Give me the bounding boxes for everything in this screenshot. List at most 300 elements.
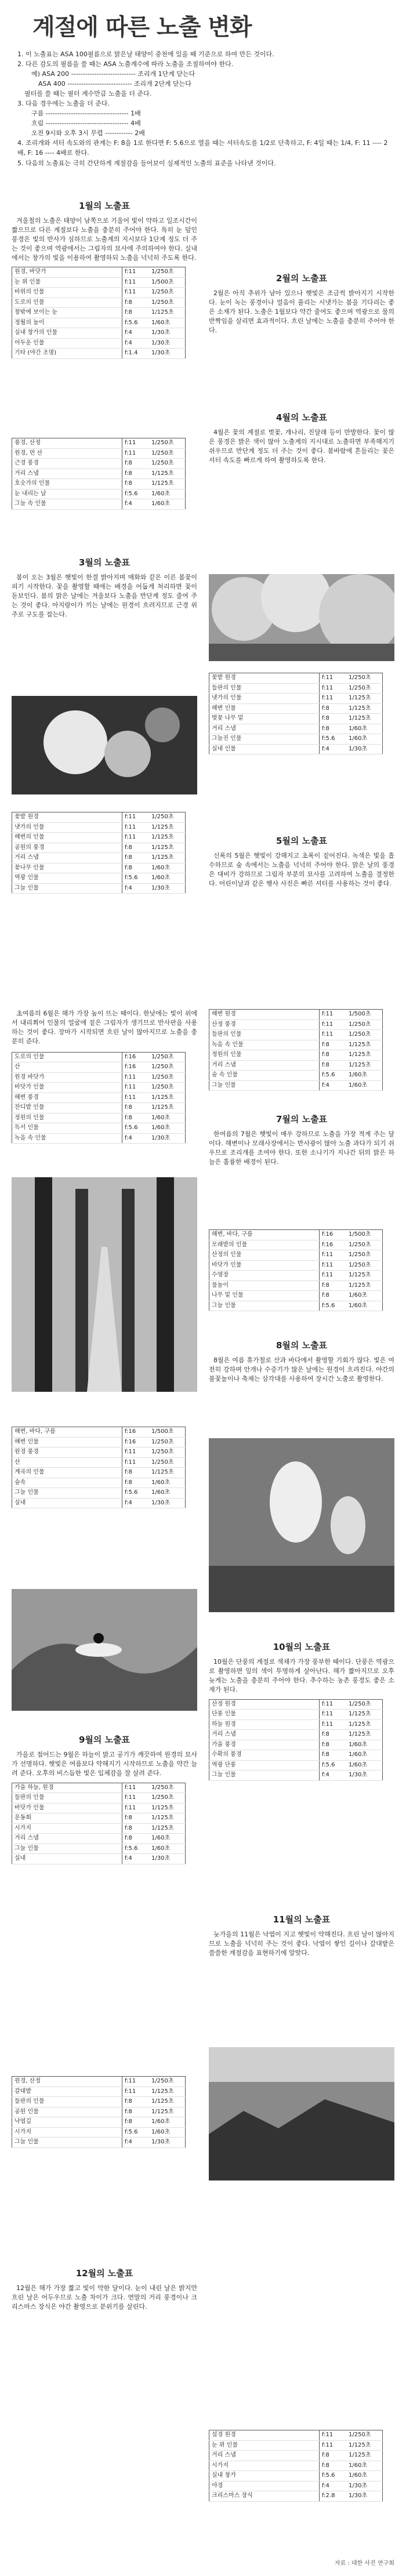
shutter-cell: 1/125초 [149, 853, 186, 863]
aperture-cell: f:11 [122, 1793, 150, 1804]
shutter-cell: 1/125초 [149, 833, 186, 843]
shutter-cell: 1/250초 [149, 288, 186, 298]
exposure-row [12, 338, 186, 349]
exposure-row [12, 1803, 186, 1813]
exposure-row [12, 2117, 186, 2128]
exposure-row [209, 1760, 383, 1770]
exposure-row [12, 1083, 186, 1093]
month-11-table-block [12, 2076, 197, 2148]
exposure-rows [12, 1427, 186, 1508]
aperture-cell: f:11 [122, 1803, 150, 1813]
subject-cell: 들판의 인물 [12, 1793, 122, 1804]
exposure-row [12, 277, 186, 288]
shutter-cell: 1/125초 [346, 714, 383, 724]
month-heading: 7월의 노출표 [276, 1114, 328, 1124]
shutter-cell: 1/125초 [149, 1103, 186, 1113]
shutter-cell: 1/30초 [149, 1133, 186, 1144]
subject-cell: 해변의 인물 [12, 833, 122, 843]
shutter-cell: 1/250초 [149, 1083, 186, 1093]
exposure-row [209, 683, 383, 694]
shutter-cell: 1/250초 [346, 1019, 383, 1030]
aperture-cell: f:16 [122, 1427, 150, 1438]
shutter-cell: 1/250초 [346, 1250, 383, 1261]
month-10-section [209, 1641, 394, 1781]
subject-cell: 해변 인물 [209, 703, 320, 714]
subject-cell: 원경, 바닷가 [12, 267, 122, 278]
exposure-row [12, 288, 186, 298]
aperture-cell: f:11 [122, 1447, 150, 1458]
subject-cell: 들판의 인물 [209, 1030, 320, 1040]
aperture-cell: f:8 [320, 1730, 347, 1740]
exposure-row [12, 2138, 186, 2148]
shutter-cell: 1/125초 [346, 1280, 383, 1291]
aperture-cell: f:11 [122, 267, 150, 278]
exposure-row [12, 1093, 186, 1103]
subject-cell: 그늘 인물 [209, 1770, 320, 1781]
subject-cell: 잔디밭 인물 [12, 1103, 122, 1113]
aperture-cell: f:8 [122, 469, 150, 479]
shutter-cell: 1/125초 [149, 1468, 186, 1478]
exposure-row [209, 1071, 383, 1081]
aperture-cell: f:11 [320, 1250, 347, 1261]
shutter-cell: 1/30초 [346, 2481, 383, 2491]
subject-cell: 호숫가의 인물 [12, 479, 122, 489]
exposure-row [209, 703, 383, 714]
exposure-row [12, 1823, 186, 1834]
aperture-cell: f:16 [320, 1230, 347, 1240]
exposure-row [12, 2077, 186, 2087]
exposure-table [12, 267, 186, 359]
exposure-row [209, 1750, 383, 1761]
header [0, 0, 406, 46]
exposure-row [12, 863, 186, 873]
exposure-row [12, 1437, 186, 1447]
month-5-table-block [209, 1009, 394, 1091]
exposure-table [209, 673, 383, 754]
shutter-cell: 1/60초 [149, 873, 186, 884]
exposure-row [12, 318, 186, 328]
subject-cell: 거리 스냅 [209, 1060, 320, 1071]
aperture-cell: f:4 [320, 2481, 347, 2491]
aperture-cell: f:11 [320, 2440, 347, 2451]
aperture-cell: f:8 [122, 297, 150, 308]
exposure-row [12, 499, 186, 510]
aperture-cell: f:11 [320, 1019, 347, 1030]
shutter-cell: 1/250초 [149, 1793, 186, 1804]
month-text: 초여름의 6월은 해가 가장 높이 뜨는 때이다. 한낮에는 빛이 위에서 내리쬐어 인물의 얼굴에 짙은 그림자가 생기므로 반사판을 사용하는 것이 좋다. 장마가 시작되면 흐린 날이 많아지므로 노출을 충분히 준다. [12, 1010, 197, 1045]
shutter-cell: 1/125초 [149, 1803, 186, 1813]
subject-cell: 거리 스냅 [12, 469, 122, 479]
subject-cell: 수영장 [209, 1271, 320, 1281]
aperture-cell: f:8 [122, 1823, 150, 1834]
aperture-cell: f:11 [122, 1083, 150, 1093]
subject-cell: 그늘 인물 [12, 2138, 122, 2148]
aperture-cell: f:8 [122, 2117, 150, 2128]
aperture-cell: f:11 [122, 812, 150, 823]
page-title: 계절에 따른 노출 변화 [32, 14, 252, 41]
exposure-rows [12, 2077, 186, 2148]
aperture-cell: f:16 [122, 1052, 150, 1062]
aperture-cell: f:4 [122, 1854, 150, 1864]
exposure-row [12, 1478, 186, 1488]
aperture-cell: f:5.6 [122, 1488, 150, 1499]
subject-cell: 녹음 속 인물 [12, 1133, 122, 1144]
aperture-cell: f:8 [122, 1834, 150, 1844]
exposure-table [12, 2076, 186, 2148]
shutter-cell: 1/60초 [346, 1301, 383, 1311]
exposure-rows [209, 2430, 383, 2502]
aperture-cell: f:4 [122, 338, 150, 349]
exposure-row [12, 349, 186, 359]
aperture-cell: f:11 [122, 822, 150, 833]
month-12-table-block [209, 2430, 394, 2502]
shutter-cell: 1/250초 [149, 438, 186, 449]
exposure-row [12, 1783, 186, 1793]
subject-cell: 공원의 풍경 [12, 843, 122, 853]
aperture-cell: f:16 [122, 1062, 150, 1073]
subject-cell: 나무 밑 인물 [209, 1291, 320, 1301]
subject-cell: 들판의 인물 [209, 683, 320, 694]
shutter-cell: 1/250초 [346, 1699, 383, 1710]
shutter-cell: 1/500초 [346, 1230, 383, 1240]
aperture-cell: f:8 [320, 714, 347, 724]
shutter-cell: 1/60초 [346, 734, 383, 745]
aperture-cell: f:5.6 [320, 734, 347, 745]
subject-cell: 낙엽길 [12, 2117, 122, 2128]
subject-cell: 산정의 인물 [209, 1250, 320, 1261]
exposure-row [209, 1230, 383, 1240]
exposure-table [12, 1052, 186, 1144]
exposure-row [12, 1113, 186, 1123]
shutter-cell: 1/250초 [149, 1052, 186, 1062]
month-heading: 9월의 노출표 [78, 1735, 130, 1745]
subject-cell: 바위의 인물 [12, 288, 122, 298]
shutter-cell: 1/60초 [149, 1834, 186, 1844]
exposure-row [12, 297, 186, 308]
exposure-row [12, 1103, 186, 1113]
subject-cell: 바닷가 인물 [209, 1260, 320, 1271]
exposure-row [209, 2471, 383, 2481]
shutter-cell: 1/250초 [149, 448, 186, 459]
subject-cell: 해변, 바다, 구름 [12, 1427, 122, 1438]
note-line: 5. 다음의 노출표는 극히 간단하게 계절감을 들어보이 실제적인 노출의 표준을 나타낸 것이다. [17, 159, 276, 167]
aperture-cell: f:8 [320, 724, 347, 734]
month-heading: 3월의 노출표 [78, 557, 130, 568]
aperture-cell: f:8 [122, 863, 150, 873]
tree-avenue-photo [12, 1177, 197, 1392]
exposure-row [12, 1488, 186, 1499]
subject-cell: 그늘 인물 [12, 1844, 122, 1854]
aperture-cell: f:8 [122, 459, 150, 469]
month-text: 8월은 여름 휴가철로 산과 바다에서 촬영할 기회가 많다. 빛은 여전히 강하며 안개나 수증기가 많은 날에는 원경이 흐려진다. 야간의 불꽃놀이나 축제는 삼각대를 사용하여 장시간 노출로 촬영한다. [209, 1356, 394, 1383]
shutter-cell: 1/60초 [149, 1123, 186, 1134]
exposure-row [12, 267, 186, 278]
exposure-row [209, 2440, 383, 2451]
aperture-cell: f:8 [320, 703, 347, 714]
subject-cell: 거리 스냅 [209, 1730, 320, 1740]
aperture-cell: f:11 [320, 1719, 347, 1730]
aperture-cell: f:11 [320, 673, 347, 684]
exposure-row [209, 1719, 383, 1730]
shutter-cell: 1/250초 [346, 1260, 383, 1271]
month-text: 신록의 5월은 햇빛이 강해지고 초록이 짙어진다. 녹색은 빛을 흡수하므로 숲 속에서는 노출을 넉넉히 주어야 한다. 맑은 날의 풍경은 대비가 강하므로 그림자 부분의 묘사를 고려하여 노출을 결정한다. 어린이날과 같은 행사 사진은 빠른 셔터를 사용하는 것이 좋다. [209, 851, 394, 887]
shutter-cell: 1/60초 [346, 724, 383, 734]
shutter-cell: 1/500초 [346, 1010, 383, 1020]
exposure-row [12, 1072, 186, 1083]
exposure-row [209, 1271, 383, 1281]
aperture-cell: f:11 [320, 1271, 347, 1281]
exposure-row [209, 1710, 383, 1720]
exposure-row [209, 2481, 383, 2491]
exposure-row [209, 1280, 383, 1291]
subject-cell: 풍경, 산정 [12, 438, 122, 449]
aperture-cell: f:11 [320, 1260, 347, 1271]
subject-cell: 실내 [12, 1498, 122, 1508]
subject-cell: 가을 풍경 [209, 1740, 320, 1750]
aperture-cell: f:1.4 [122, 349, 150, 359]
exposure-row [12, 438, 186, 449]
exposure-row [12, 812, 186, 823]
subject-cell: 수확의 풍경 [209, 1750, 320, 1761]
shutter-cell: 1/30초 [149, 1498, 186, 1508]
exposure-row [209, 1699, 383, 1710]
aperture-cell: f:11 [320, 1699, 347, 1710]
month-3-section [12, 557, 197, 619]
exposure-rows [12, 438, 186, 510]
aperture-cell: f:8 [122, 2097, 150, 2107]
exposure-row [12, 479, 186, 489]
note-line: 흐림 ------------------------------------ 4배 [31, 119, 141, 128]
subject-cell: 산정 풍경 [209, 1019, 320, 1030]
aperture-cell: f:8 [122, 1813, 150, 1824]
month-text: 10월은 단풍의 계절로 색채가 가장 풍부한 때이다. 단풍은 역광으로 촬영하면 잎의 색이 투명하게 살아난다. 해가 짧아지므로 오후 늦게는 노출을 충분히 주어야 한다. 추수하는 농촌 풍경도 좋은 소재가 된다. [209, 1657, 394, 1693]
exposure-table [209, 1009, 383, 1091]
aperture-cell: f:8 [122, 308, 150, 318]
exposure-row [209, 1770, 383, 1781]
month-text: 2월은 아직 추위가 남아 있으나 햇빛은 조금씩 밝아지기 시작한다. 눈이 녹는 풍경이나 얼음이 풀리는 시냇가는 봄을 기다리는 좋은 소재가 된다. 노출은 1월보다 약간 줄여도 좋으며 역광으로 물의 반짝임을 살리면 효과적이다. 흐린 날에는 노출을 충분히 주어야 한다. [209, 289, 394, 334]
shutter-cell: 1/250초 [149, 1457, 186, 1468]
subject-cell: 산 [12, 1062, 122, 1073]
exposure-row [209, 1050, 383, 1061]
exposure-row [12, 2107, 186, 2117]
exposure-row [12, 1854, 186, 1864]
source-credit: 자료 : 대한 사진 연구회 [334, 2560, 394, 2567]
shutter-cell: 1/60초 [346, 1750, 383, 1761]
subject-cell: 해변 풍경 [12, 1093, 122, 1103]
shutter-cell: 1/125초 [346, 1719, 383, 1730]
exposure-row [12, 1844, 186, 1854]
exposure-row [12, 853, 186, 863]
exposure-row [12, 308, 186, 318]
exposure-rows [209, 673, 383, 754]
month-heading: 4월의 노출표 [276, 412, 328, 423]
shutter-cell: 1/30초 [149, 883, 186, 894]
exposure-table [12, 438, 186, 510]
subject-cell: 설경 원경 [209, 2430, 320, 2441]
subject-cell: 벚꽃 나무 밑 [209, 714, 320, 724]
subject-cell: 산 [12, 1457, 122, 1468]
exposure-row [12, 1123, 186, 1134]
exposure-row [12, 1813, 186, 1824]
subject-cell: 야경 [209, 2481, 320, 2491]
exposure-row [12, 822, 186, 833]
month-5-section [209, 835, 394, 888]
shutter-cell: 1/60초 [149, 318, 186, 328]
note-line: 2. 다른 감도의 필름을 쓸 때는 ASA 노출계수에 따라 노출을 조절하여야 한다. [17, 60, 234, 68]
subject-cell: 공원 인물 [12, 2107, 122, 2117]
shutter-cell: 1/30초 [346, 744, 383, 754]
seaside-rocks-photo [209, 2047, 394, 2180]
subject-cell: 시가지 [12, 1823, 122, 1834]
subject-cell: 실내 창가 [209, 2471, 320, 2481]
month-2-section [209, 273, 394, 335]
exposure-row [209, 714, 383, 724]
exposure-row [209, 1730, 383, 1740]
subject-cell: 정원의 인물 [12, 1113, 122, 1123]
shutter-cell: 1/125초 [149, 308, 186, 318]
exposure-row [12, 1133, 186, 1144]
aperture-cell: f:4 [320, 744, 347, 754]
exposure-rows [12, 1783, 186, 1864]
month-3-table-block [12, 812, 197, 894]
shutter-cell: 1/60초 [149, 489, 186, 499]
subject-cell: 시가지 [209, 2461, 320, 2471]
subject-cell: 꽃밭 원경 [12, 812, 122, 823]
subject-cell: 정월의 놀이 [12, 318, 122, 328]
aperture-cell: f:8 [122, 843, 150, 853]
shutter-cell: 1/60초 [149, 1113, 186, 1123]
exposure-row [12, 873, 186, 884]
month-heading: 5월의 노출표 [276, 836, 328, 846]
aperture-cell: f:5.6 [122, 1123, 150, 1134]
subject-cell: 도로의 인물 [12, 1052, 122, 1062]
flower-photo [12, 696, 197, 794]
cherry-blossom-photo [209, 574, 394, 661]
subject-cell: 해변, 바다, 구름 [209, 1230, 320, 1240]
subject-cell: 그늘 인물 [12, 1488, 122, 1499]
subject-cell: 하늘 원경 [209, 1719, 320, 1730]
shutter-cell: 1/125초 [149, 843, 186, 853]
subject-cell: 실내 [12, 1854, 122, 1864]
aperture-cell: f:8 [320, 2451, 347, 2461]
shutter-cell: 1/60초 [149, 1844, 186, 1854]
month-9-section [12, 1734, 197, 1864]
aperture-cell: f:11 [122, 2087, 150, 2097]
subject-cell: 바닷가 인물 [12, 1803, 122, 1813]
shutter-cell: 1/250초 [149, 1062, 186, 1073]
aperture-cell: f:5.6 [122, 2127, 150, 2138]
aperture-cell: f:11 [122, 1783, 150, 1793]
shutter-cell: 1/30초 [149, 328, 186, 339]
aperture-cell: f:8 [122, 853, 150, 863]
month-6-section [12, 1009, 197, 1144]
note-line: 구름 ------------------------------------ 1배 [31, 110, 141, 118]
shutter-cell: 1/250초 [346, 1030, 383, 1040]
exposure-row [209, 1250, 383, 1261]
aperture-cell: f:11 [320, 683, 347, 694]
month-4-section [209, 412, 394, 465]
exposure-row [209, 1301, 383, 1311]
aperture-cell: f:8 [320, 1060, 347, 1071]
subject-cell: 해변 인물 [12, 1437, 122, 1447]
exposure-row [209, 1740, 383, 1750]
subject-cell: 역광 단풍 [209, 1760, 320, 1770]
aperture-cell: f:11 [122, 833, 150, 843]
note-line: 예) ASA 200 ---------------------------- 조리개 1단계 닫는다 [31, 70, 195, 78]
exposure-row [12, 459, 186, 469]
aperture-cell: f:5.6 [320, 1760, 347, 1770]
shutter-cell: 1/250초 [346, 673, 383, 684]
subject-cell: 눈 내리는 날 [12, 489, 122, 499]
exposure-row [12, 2097, 186, 2107]
exposure-row [209, 734, 383, 745]
exposure-rows [12, 267, 186, 359]
aperture-cell: f:8 [320, 1280, 347, 1291]
aperture-cell: f:16 [122, 1437, 150, 1447]
shutter-cell: 1/60초 [346, 1760, 383, 1770]
shutter-cell: 1/30초 [149, 338, 186, 349]
aperture-cell: f:8 [320, 1040, 347, 1050]
shutter-cell: 1/60초 [149, 863, 186, 873]
subject-cell: 냇가의 인물 [12, 822, 122, 833]
aperture-cell: f:11 [122, 277, 150, 288]
aperture-cell: f:8 [320, 1750, 347, 1761]
subject-cell: 크리스마스 장식 [209, 2491, 320, 2502]
month-7-section [209, 1113, 394, 1167]
shutter-cell: 1/125초 [346, 703, 383, 714]
month-heading: 12월의 노출표 [75, 2268, 133, 2279]
subject-cell: 근경 풍경 [12, 459, 122, 469]
exposure-row [12, 1427, 186, 1438]
subject-cell: 운동회 [12, 1813, 122, 1824]
month-11-section [209, 1914, 394, 1958]
month-text: 늦가을의 11월은 낙엽이 지고 햇빛이 약해진다. 흐린 날이 많아지므로 노출을 넉넉히 주는 것이 좋다. 낙엽이 쌓인 길이나 갈대밭은 쓸쓸한 계절감을 표현하기에 알맞다. [209, 1930, 394, 1957]
subject-cell: 그늘 속 인물 [12, 499, 122, 510]
aperture-cell: f:5.6 [122, 318, 150, 328]
exposure-row [12, 1457, 186, 1468]
subject-cell: 원경 풍경 [12, 1447, 122, 1458]
subject-cell: 거리 스냅 [209, 724, 320, 734]
exposure-row [209, 2491, 383, 2502]
shutter-cell: 1/60초 [149, 2127, 186, 2138]
subject-cell: 그늘진 인물 [209, 734, 320, 745]
aperture-cell: f:5.6 [320, 2471, 347, 2481]
shutter-cell: 1/60초 [346, 2461, 383, 2471]
exposure-row [209, 2451, 383, 2461]
aperture-cell: f:8 [122, 1468, 150, 1478]
subject-cell: 도로의 인물 [12, 297, 122, 308]
subject-cell: 눈 위 인물 [209, 2440, 320, 2451]
aperture-cell: f:8 [122, 1478, 150, 1488]
aperture-cell: f:4 [122, 1498, 150, 1508]
subject-cell: 원경, 산정 [12, 2077, 122, 2087]
subject-cell: 물놀이 [209, 1280, 320, 1291]
subject-cell: 눈 위 인물 [12, 277, 122, 288]
exposure-rows [209, 1699, 383, 1780]
subject-cell: 해변 원경 [209, 1010, 320, 1020]
shutter-cell: 1/500초 [149, 277, 186, 288]
shutter-cell: 1/125초 [346, 1710, 383, 1720]
aperture-cell: f:11 [320, 1010, 347, 1020]
shutter-cell: 1/500초 [149, 1427, 186, 1438]
note-line: ASA 400 ---------------------------- 조리개 2단계 닫는다 [38, 80, 191, 88]
aperture-cell: f:4 [320, 1080, 347, 1091]
month-heading: 2월의 노출표 [276, 273, 328, 284]
subject-cell: 창밖에 보이는 눈 [12, 308, 122, 318]
shutter-cell: 1/60초 [149, 1488, 186, 1499]
aperture-cell: f:8 [320, 1740, 347, 1750]
shutter-cell: 1/250초 [149, 1072, 186, 1083]
